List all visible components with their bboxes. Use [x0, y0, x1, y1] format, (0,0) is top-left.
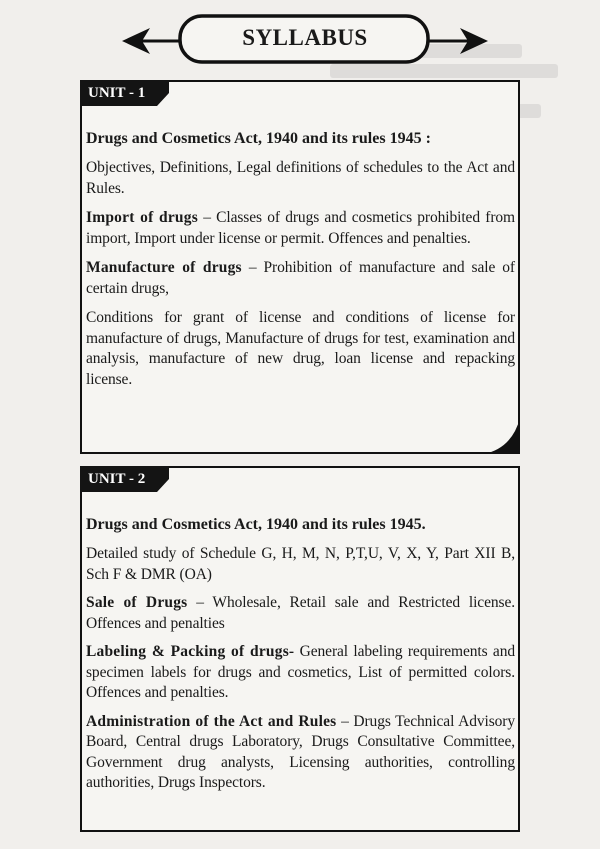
unit-2-paragraph: Labeling & Packing of drugs- General labeling requirements and specimen labels for drugs and cosmetics, List of permitted colors. Offences and penalties.: [86, 643, 515, 701]
unit-2-content: [86, 514, 515, 802]
unit-1-content: [86, 128, 515, 399]
page-title: SYLLABUS: [242, 25, 368, 50]
unit-1-badge: UNIT - 1: [80, 80, 157, 106]
syllabus-header: [120, 10, 490, 66]
unit-2-paragraph: Sale of Drugs – Wholesale, Retail sale and Restricted license. Offences and penalties: [86, 594, 515, 632]
unit-1-paragraph: Conditions for grant of license and conditions of license for manufacture of drugs, Manufacture of drugs for test, examination and analysis, manufacture of new drug, loan license and repacking license.: [86, 309, 515, 388]
unit-2-paragraph: Administration of the Act and Rules – Drugs Technical Advisory Board, Central drugs Laboratory, Drugs Consultative Committee, Government drug analysts, Licensing authorities, controlling authorities, Drugs Inspectors.: [86, 712, 515, 791]
unit-2-paragraph: Detailed study of Schedule G, H, M, N, P,T,U, V, X, Y, Part XII B, Sch F & DMR (OA): [86, 545, 515, 583]
unit-1-paragraph: Manufacture of drugs – Prohibition of manufacture and sale of certain drugs,: [86, 259, 515, 297]
unit-1-paragraph: Import of drugs – Classes of drugs and cosmetics prohibited from import, Import under license or permit. Offences and penalties.: [86, 209, 515, 247]
unit-1-paragraph: Objectives, Definitions, Legal definitions of schedules to the Act and Rules.: [86, 159, 515, 197]
unit-2-box: [80, 466, 520, 832]
corner-decoration-icon: [484, 418, 520, 454]
unit-2-heading: Drugs and Cosmetics Act, 1940 and its rules 1945.: [86, 516, 426, 533]
unit-1-box: [80, 80, 520, 454]
unit-1-heading: Drugs and Cosmetics Act, 1940 and its rules 1945 :: [86, 130, 431, 147]
unit-2-badge: UNIT - 2: [80, 466, 157, 492]
